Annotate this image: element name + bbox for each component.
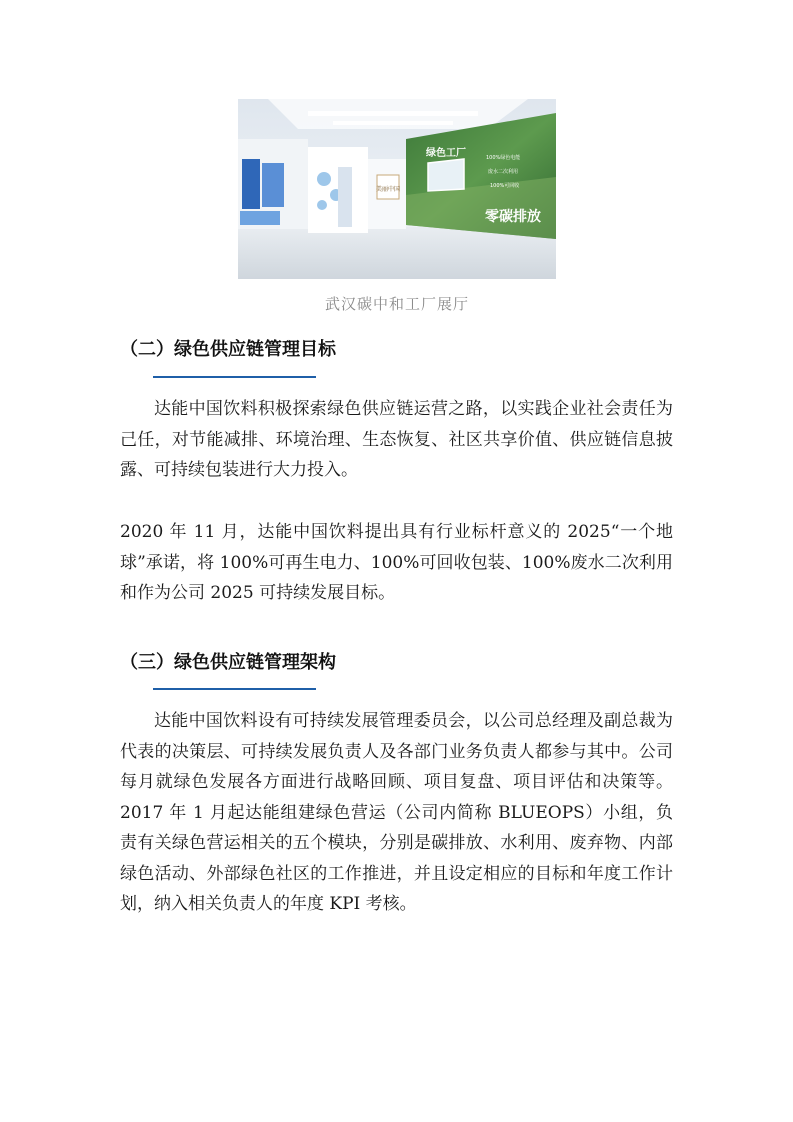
exhibition-hall-photo [238, 99, 556, 279]
wall-slogan: 零碳排放 [485, 209, 541, 225]
wall-item-3: 100%可回收 [490, 183, 520, 189]
figure-caption: 武汉碳中和工厂展厅 [324, 295, 469, 313]
sign-text: 美丽中国 [375, 186, 401, 193]
section-heading-goals: （二）绿色供应链管理目标 [120, 339, 336, 360]
goals-paragraph-2: 2020 年 11 月，达能中国饮料提出具有行业标杆意义的 2025“一个地球”承诺，将 100%可再生电力、100%可回收包装、100%废水二次利用和作为公司 2025 可持续发展目标。 [120, 522, 673, 603]
wall-item-1: 100%绿色电能 [486, 155, 521, 161]
heading-underline [153, 688, 316, 690]
exhibition-hall-illustration [238, 99, 556, 279]
section-heading-structure: （三）绿色供应链管理架构 [120, 652, 336, 673]
structure-paragraph-1: 达能中国饮料设有可持续发展管理委员会，以公司总经理及副总裁为代表的决策层、可持续发展负责人及各部门业务负责人都参与其中。公司每月就绿色发展各方面进行战略回顾、项目复盘、项目评估和决策等。2017 年 1 月起达能组建绿色营运（公司内简称 BLUEOPS）小组，负责有关绿色营运相关的五个模块，分别是碳排放、水利用、废弃物、内部绿色活动、外部绿色社区的工作推进，并且设定相应的目标和年度工作计划，纳入相关负责人的年度 KPI 考核。 [120, 711, 673, 914]
wall-title: 绿色工厂 [426, 148, 466, 159]
heading-underline [153, 376, 316, 378]
wall-item-2: 废水二次利用 [488, 169, 519, 175]
goals-paragraph-1: 达能中国饮料积极探索绿色供应链运营之路，以实践企业社会责任为己任，对节能减排、环境治理、生态恢复、社区共享价值、供应链信息披露、可持续包装进行大力投入。 [120, 399, 673, 480]
